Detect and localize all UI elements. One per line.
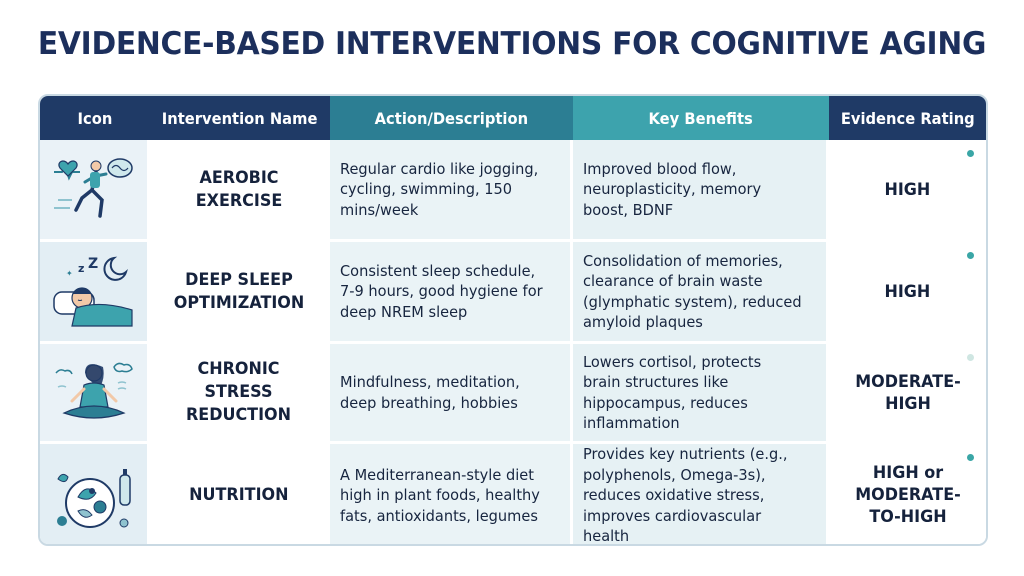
row-3-benefits: Lowers cortisol, protects brain structures like hippocampus, reduces inflammation	[573, 344, 829, 444]
row-4-name: NUTRITION	[150, 444, 330, 546]
row-3-rating: MODERATE-HIGH	[829, 344, 986, 444]
healthy-food-icon	[40, 444, 150, 546]
row-2-name: DEEP SLEEP OPTIMIZATION	[150, 242, 330, 344]
row-1-name: AEROBIC EXERCISE	[150, 140, 330, 242]
header-intervention-name: Intervention Name	[150, 96, 330, 140]
status-dot	[967, 454, 974, 461]
row-2-description: Consistent sleep schedule, 7-9 hours, good hygiene for deep NREM sleep	[330, 242, 573, 344]
row-3-name: CHRONIC STRESS REDUCTION	[150, 344, 330, 444]
header-action-description: Action/Description	[330, 96, 573, 140]
header-key-benefits: Key Benefits	[573, 96, 829, 140]
interventions-table	[38, 94, 988, 546]
row-2-benefits: Consolidation of memories, clearance of brain waste (glymphatic system), reduced amyloid plaques	[573, 242, 829, 344]
row-2-rating: HIGH	[829, 242, 986, 344]
runner-heart-brain-icon	[40, 140, 150, 242]
page-title: EVIDENCE-BASED INTERVENTIONS FOR COGNITIVE AGING	[37, 26, 987, 62]
row-4-benefits: Provides key nutrients (e.g., polyphenols, Omega-3s), reduces oxidative stress, improves cardiovascular health	[573, 444, 829, 546]
status-dot	[967, 354, 974, 361]
row-3-description: Mindfulness, meditation, deep breathing, hobbies	[330, 344, 573, 444]
row-1-benefits: Improved blood flow, neuroplasticity, memory boost, BDNF	[573, 140, 829, 242]
svg-text:Z: Z	[87, 255, 98, 272]
header-icon: Icon	[40, 96, 150, 140]
row-4-rating: HIGH or MODERATE-TO-HIGH	[829, 444, 986, 546]
meditating-person-icon	[40, 344, 150, 444]
row-1-description: Regular cardio like jogging, cycling, swimming, 150 mins/week	[330, 140, 573, 242]
row-1-rating: HIGH	[829, 140, 986, 242]
sleeping-person-moon-icon	[40, 242, 150, 344]
row-4-description: A Mediterranean-style diet high in plant foods, healthy fats, antioxidants, legumes	[330, 444, 573, 546]
svg-text:z: z	[77, 261, 84, 275]
status-dot	[967, 150, 974, 157]
header-evidence-rating: Evidence Rating	[829, 96, 986, 140]
svg-text:✦: ✦	[65, 268, 73, 278]
status-dot	[967, 252, 974, 259]
